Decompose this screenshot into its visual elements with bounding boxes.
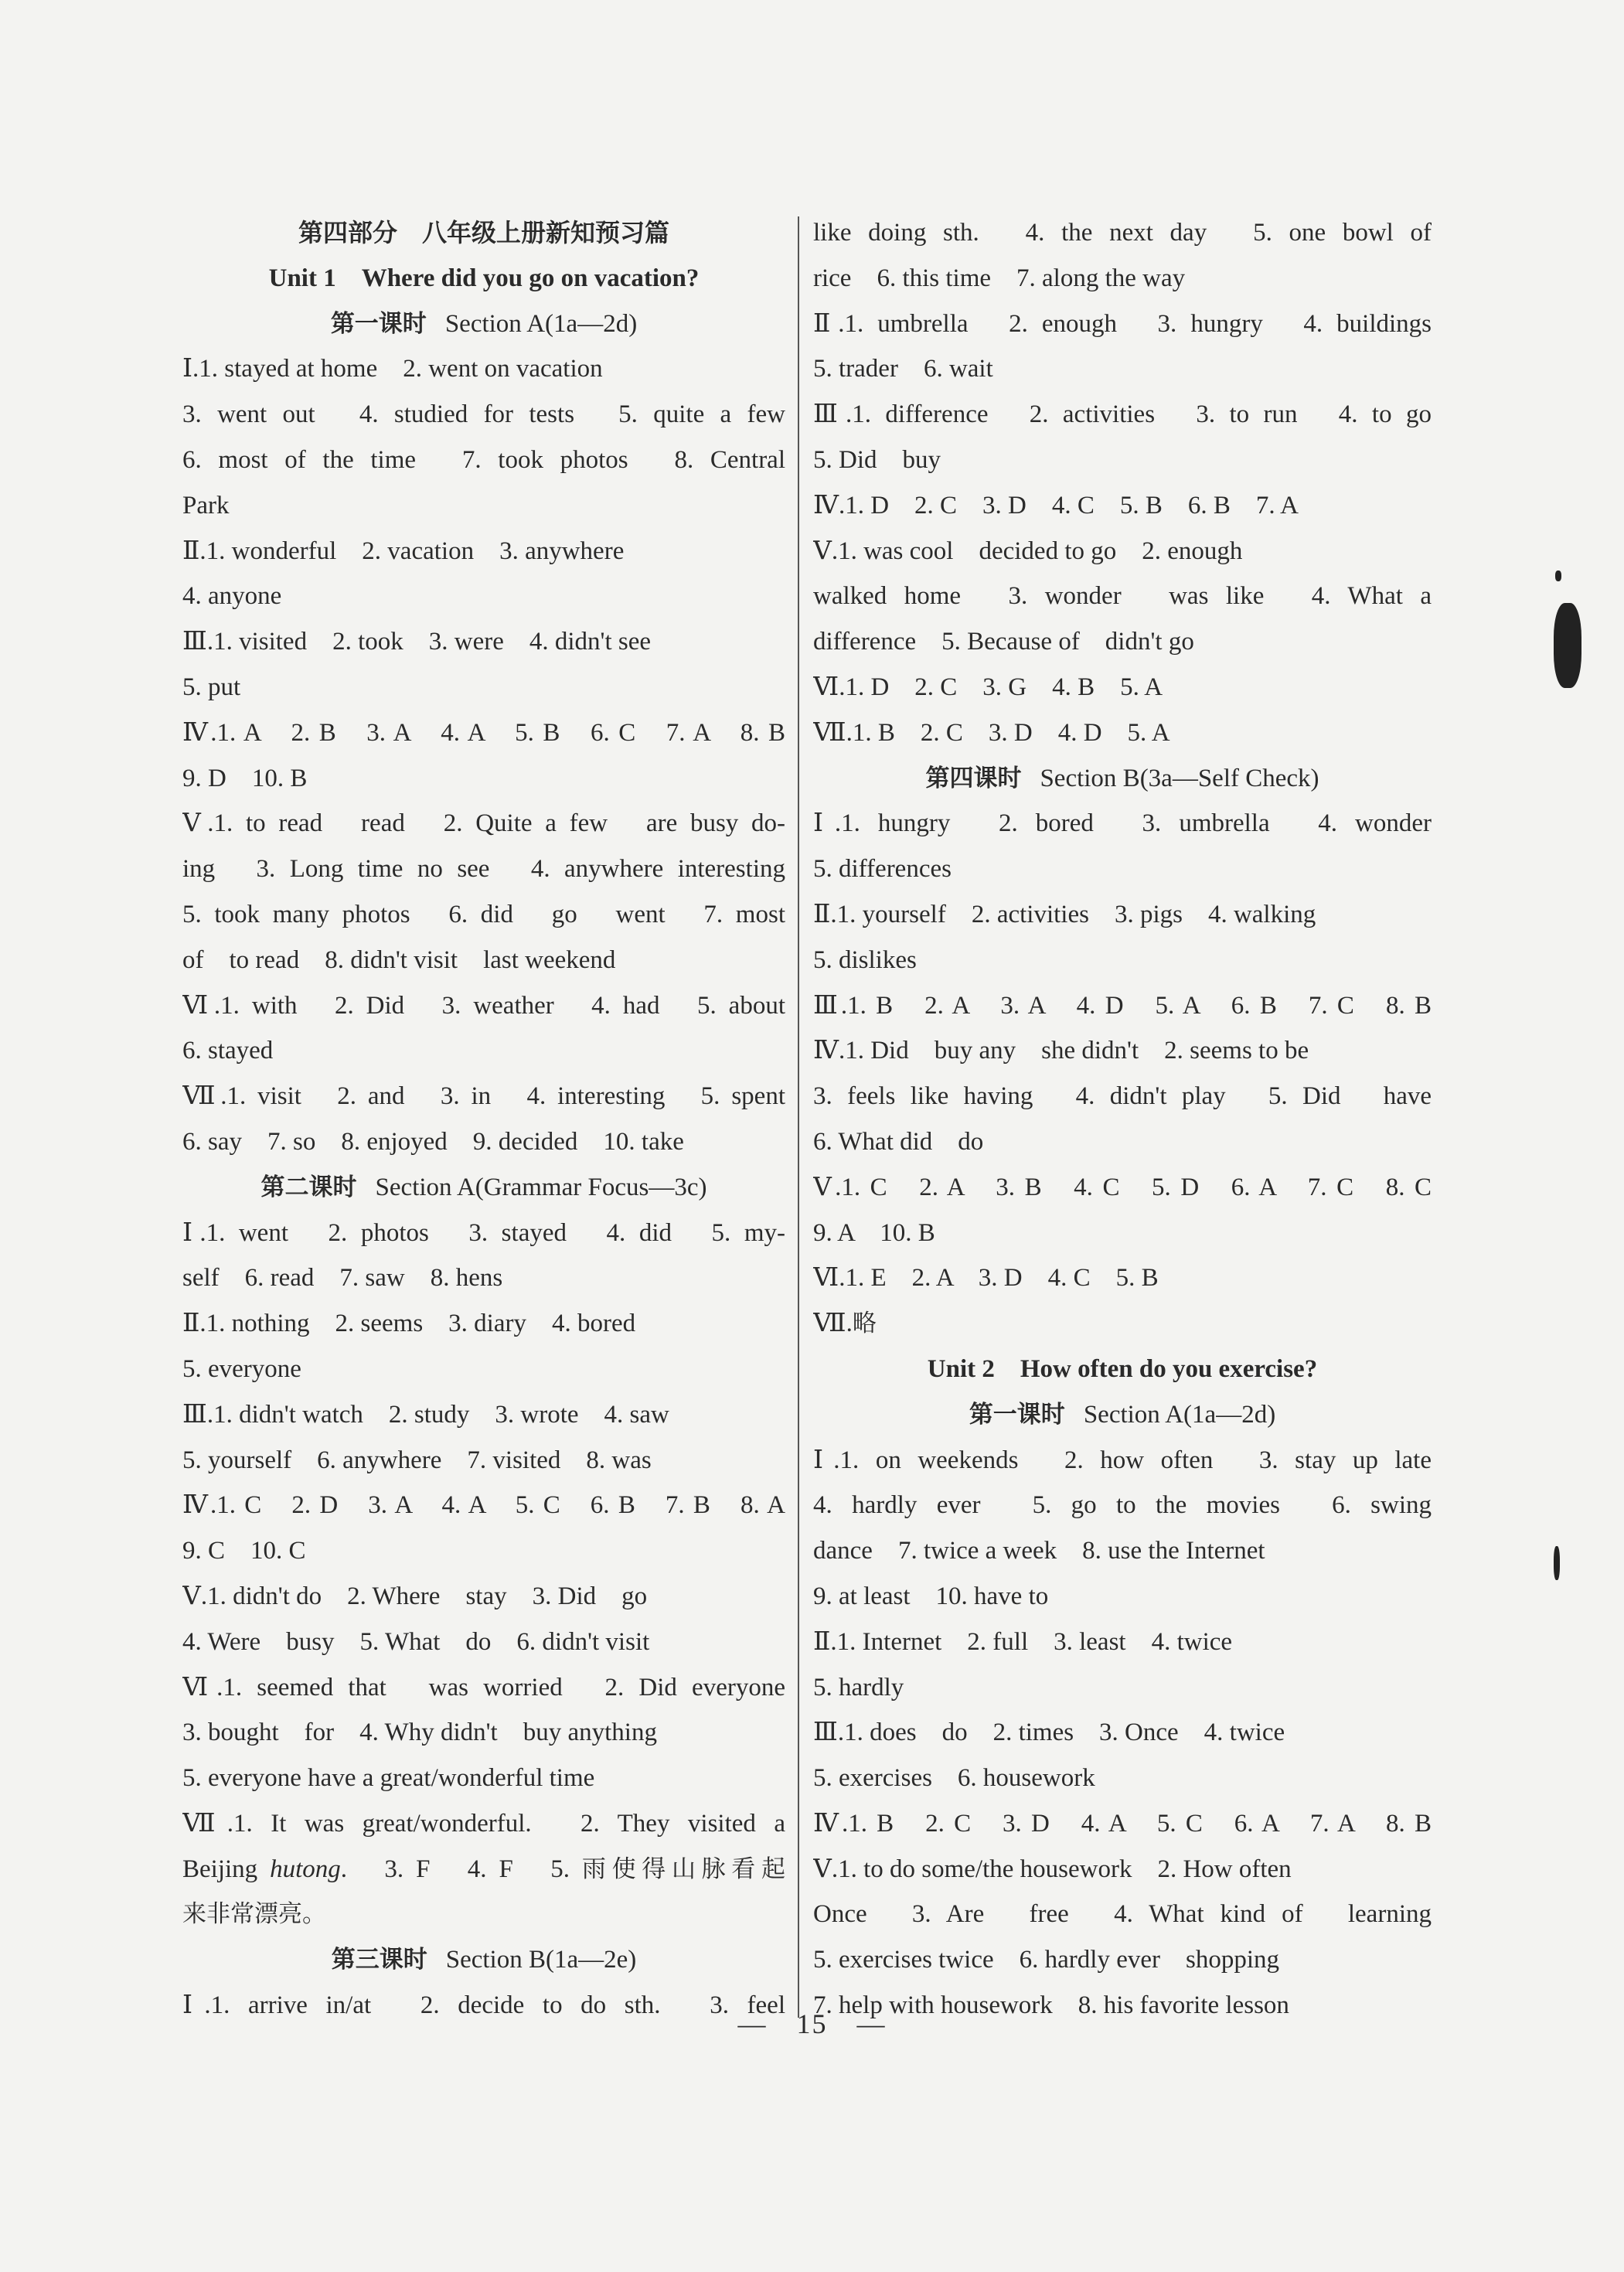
answer-line: Ⅱ.1. Internet 2. full 3. least 4. twice [813, 1627, 1233, 1656]
answer-text-italic: hutong [270, 1855, 341, 1883]
answer-line: 5. everyone [182, 1354, 301, 1383]
answer-line: Ⅴ.1. to do some/the housework 2. How often [813, 1855, 1292, 1883]
answer-text-after: . 3. F 4. F 5. [340, 1855, 582, 1883]
answer-line: 5. hardly [813, 1673, 904, 1701]
answer-line: 来非常漂亮。 [182, 1900, 326, 1929]
answer-line: Ⅳ.1. B 2. C 3. D 4. A 5. C 6. A 7. A 8. B [813, 1809, 1432, 1838]
answer-line: Ⅰ.1. arrive in/at 2. decide to do sth. 3. feel [182, 1991, 785, 2020]
lesson-number: 第三课时 [331, 1946, 427, 1974]
answer-line: Ⅲ.1. visited 2. took 3. were 4. didn't see [182, 628, 652, 656]
lesson-section: Section A(1a—2d) [444, 309, 638, 338]
answer-line: Ⅴ.1. to read read 2. Quite a few are busy do- [182, 809, 785, 838]
answer-line: 5. put [182, 673, 241, 701]
answer-line: 9. A 10. B [813, 1218, 935, 1247]
answer-line: 6. stayed [182, 1037, 274, 1065]
answer-line: Ⅴ.1. was cool decided to go 2. enough [813, 536, 1243, 565]
answer-line: ing 3. Long time no see 4. anywhere interesting [182, 855, 785, 884]
answer-line: 5. trader 6. wait [813, 355, 993, 383]
answer-text-before: Beijing [182, 1855, 271, 1883]
lesson-heading [813, 756, 1432, 802]
answer-line: like doing sth. 4. the next day 5. one bowl of [813, 219, 1432, 247]
answer-line: Ⅲ.1. didn't watch 2. study 3. wrote 4. saw [182, 1400, 669, 1429]
omitted-note: 略 [852, 1310, 877, 1338]
answer-line: Once 3. Are free 4. What kind of learning [813, 1900, 1432, 1929]
answer-line: 6. What did do [813, 1127, 984, 1156]
lesson-section: Section B(1a—2e) [445, 1946, 637, 1974]
answer-line: 5. dislikes [813, 945, 917, 974]
answer-line: 4. Were busy 5. What do 6. didn't visit [182, 1627, 650, 1656]
lesson-section: Section A(1a—2d) [1083, 1400, 1276, 1429]
answer-line: Ⅵ.1. seemed that was worried 2. Did everyone [182, 1673, 785, 1701]
lesson-number: 第一课时 [330, 309, 427, 338]
answer-line: Ⅶ.1. visit 2. and 3. in 4. interesting 5. spent [182, 1082, 785, 1111]
answer-line: Ⅳ.1. Did buy any she didn't 2. seems to be [813, 1037, 1309, 1065]
answer-line: dance 7. twice a week 8. use the Internet [813, 1537, 1265, 1565]
answer-line: Ⅰ.1. on weekends 2. how often 3. stay up late [813, 1446, 1432, 1474]
answer-line: Ⅱ.1. yourself 2. activities 3. pigs 4. walking [813, 900, 1316, 928]
answer-line [813, 1301, 1432, 1347]
answer-line: Ⅲ.1. B 2. A 3. A 4. D 5. A 6. B 7. C 8. B [813, 991, 1432, 1020]
answer-line: 3. feels like having 4. didn't play 5. Did have [813, 1082, 1432, 1111]
answer-line: 7. help with housework 8. his favorite lesson [813, 1991, 1289, 2020]
lesson-section: Section A(Grammar Focus—3c) [375, 1173, 707, 1201]
lesson-number: 第二课时 [260, 1173, 357, 1201]
answer-line: Ⅰ.1. stayed at home 2. went on vacation [182, 355, 603, 383]
lesson-heading [813, 1392, 1432, 1438]
answer-line: 5. took many photos 6. did go went 7. most [182, 900, 785, 928]
answer-line: 3. bought for 4. Why didn't buy anything [182, 1718, 657, 1747]
answer-line: 5. Did buy [813, 445, 941, 474]
answer-line: Ⅲ.1. difference 2. activities 3. to run 4. to go [813, 400, 1432, 429]
answer-line: 6. say 7. so 8. enjoyed 9. decided 10. take [182, 1127, 684, 1156]
answer-line: 5. yourself 6. anywhere 7. visited 8. was [182, 1446, 652, 1474]
answer-line: 5. exercises twice 6. hardly ever shopping [813, 1946, 1279, 1974]
answer-line: Ⅶ.1. It was great/wonderful. 2. They visited a [182, 1809, 785, 1838]
answer-line: Ⅳ.1. C 2. D 3. A 4. A 5. C 6. B 7. B 8. A [182, 1491, 785, 1520]
answer-line: Ⅴ.1. C 2. A 3. B 4. C 5. D 6. A 7. C 8. C [813, 1173, 1432, 1201]
answer-line: self 6. read 7. saw 8. hens [182, 1264, 503, 1293]
left-column [182, 210, 785, 2028]
unit-title: Unit 1 Where did you go on vacation? [268, 264, 700, 292]
answer-line: 9. at least 10. have to [813, 1582, 1049, 1610]
answer-line: Ⅵ.1. D 2. C 3. G 4. B 5. A [813, 673, 1163, 701]
page-number: — 15 — [737, 2008, 887, 2039]
answer-line: Ⅱ.1. wonderful 2. vacation 3. anywhere [182, 536, 625, 565]
answer-line: 4. anyone [182, 582, 282, 611]
answer-line: 3. went out 4. studied for tests 5. quite a few [182, 400, 785, 429]
answer-line: Ⅰ.1. went 2. photos 3. stayed 4. did 5. my- [182, 1218, 785, 1247]
lesson-number: 第一课时 [969, 1400, 1065, 1429]
answer-line: Ⅰ.1. hungry 2. bored 3. umbrella 4. wonder [813, 809, 1432, 838]
answer-line: 4. hardly ever 5. go to the movies 6. swing [813, 1491, 1432, 1520]
answer-line: Ⅳ.1. D 2. C 3. D 4. C 5. B 6. B 7. A [813, 491, 1299, 519]
ink-dot [1555, 571, 1561, 581]
answer-line: Ⅳ.1. A 2. B 3. A 4. A 5. B 6. C 7. A 8. B [182, 718, 785, 747]
answer-line [182, 1847, 785, 1892]
answer-line: 6. most of the time 7. took photos 8. Central [182, 445, 785, 474]
answer-line: Ⅵ.1. E 2. A 3. D 4. C 5. B [813, 1264, 1159, 1293]
answer-line: rice 6. this time 7. along the way [813, 264, 1186, 292]
answer-line: 5. everyone have a great/wonderful time [182, 1764, 595, 1793]
ink-smudge [1554, 603, 1581, 688]
answer-line: walked home 3. wonder was like 4. What a [813, 582, 1432, 611]
answer-line: 9. D 10. B [182, 764, 308, 792]
answer-line: Ⅴ.1. didn't do 2. Where stay 3. Did go [182, 1582, 648, 1610]
section-mark: Ⅶ. [813, 1310, 853, 1338]
answer-line: Park [182, 491, 230, 519]
answer-line: 5. exercises 6. housework [813, 1764, 1095, 1793]
right-column [813, 210, 1432, 2028]
lesson-heading [182, 301, 785, 347]
answer-line: difference 5. Because of didn't go [813, 628, 1194, 656]
column-divider [798, 216, 799, 2018]
answer-line: 9. C 10. C [182, 1537, 306, 1565]
answer-line: of to read 8. didn't visit last weekend [182, 945, 616, 974]
lesson-heading [182, 1165, 785, 1211]
answer-line: Ⅲ.1. does do 2. times 3. Once 4. twice [813, 1718, 1285, 1747]
part-title: 第四部分 八年级上册新知预习篇 [298, 218, 669, 247]
answer-text-cn: 雨使得山脉看起 [581, 1855, 785, 1883]
answer-line: 5. differences [813, 855, 952, 884]
lesson-number: 第四课时 [925, 764, 1022, 792]
answer-line: Ⅱ.1. nothing 2. seems 3. diary 4. bored [182, 1310, 636, 1338]
lesson-section: Section B(3a—Self Check) [1040, 764, 1319, 792]
unit-title: Unit 2 How often do you exercise? [927, 1354, 1318, 1383]
answer-line: Ⅶ.1. B 2. C 3. D 4. D 5. A [813, 718, 1170, 747]
ink-mark [1554, 1546, 1560, 1580]
answer-line: Ⅱ.1. umbrella 2. enough 3. hungry 4. buildings [813, 309, 1432, 338]
answer-line: Ⅵ.1. with 2. Did 3. weather 4. had 5. about [182, 991, 785, 1020]
lesson-heading [182, 1937, 785, 1983]
